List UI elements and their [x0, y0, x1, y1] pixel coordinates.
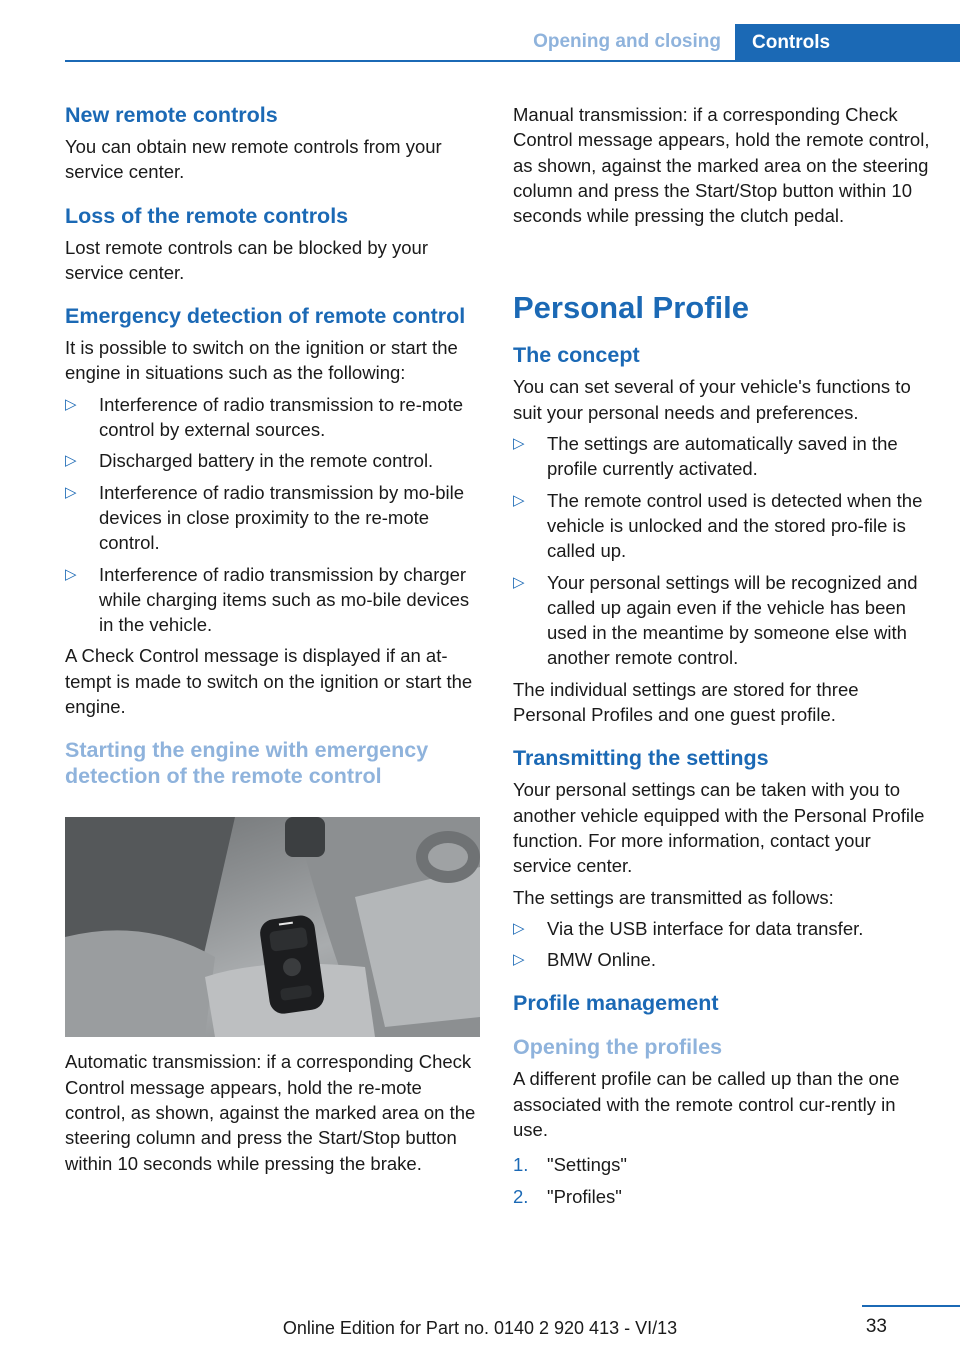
opening-profiles-heading: Opening the profiles — [513, 1035, 723, 1060]
triangle-bullet-icon: ▷ — [65, 395, 77, 413]
triangle-bullet-icon: ▷ — [513, 435, 525, 453]
emergency-intro: It is possible to switch on the ignition or start the engine in situations such as the following: — [65, 337, 458, 384]
starting-heading: Starting the engine with emergency detection of the remote control — [65, 738, 429, 789]
list-item: ▷ Discharged battery in the remote control. — [65, 448, 480, 473]
triangle-bullet-icon: ▷ — [513, 951, 525, 969]
concept-note: The individual settings are stored for three Personal Profiles and one guest profile. — [513, 678, 859, 726]
triangle-bullet-icon: ▷ — [65, 483, 77, 501]
list-item: ▷ Your personal settings will be recognized and called up again even if the vehicle has been used in the meantime by someone else with another remote control. — [513, 571, 918, 669]
list-item: 2. "Profiles" — [513, 1185, 622, 1207]
transmitting-heading: Transmitting the settings — [513, 746, 769, 771]
emergency-heading: Emergency detection of remote control — [65, 304, 466, 329]
new-remote-heading: New remote controls — [65, 103, 278, 127]
list-item: ▷ Interference of radio transmission by charger while charging items such as mo‐bile devices in the vehicle. — [65, 563, 470, 636]
list-item: ▷ BMW Online. — [513, 947, 931, 972]
transmitting-intro: The settings are transmitted as follows: — [513, 886, 834, 908]
triangle-bullet-icon: ▷ — [513, 919, 525, 937]
list-item: ▷ The settings are automatically saved in the profile currently activated. — [513, 433, 898, 480]
triangle-bullet-icon: ▷ — [513, 491, 525, 509]
new-remote-text: You can obtain new remote controls from your service center. — [65, 136, 442, 183]
loss-text: Lost remote controls can be blocked by your service center. — [65, 236, 428, 283]
list-item: 1. "Settings" — [513, 1154, 627, 1176]
header-rule — [65, 60, 960, 62]
list-item: ▷ Interference of radio transmission to re‐mote control by external sources. — [65, 393, 463, 441]
edition-footer: Online Edition for Part no. 0140 2 920 413 - VI/13 — [282, 1318, 678, 1338]
section-tab: Opening and closing — [533, 31, 721, 52]
steps-list — [513, 1152, 931, 1209]
steering-column-photo — [65, 817, 480, 1037]
concept-text: You can set several of your vehicle's functions to suit your personal needs and preferences. — [513, 376, 911, 423]
list-item: ▷ Via the USB interface for data transfer. — [513, 916, 931, 941]
management-text: A different profile can be called up than the one associated with the remote control cur‐rently in use. — [513, 1068, 900, 1141]
loss-heading: Loss of the remote controls — [65, 203, 349, 228]
transmitting-list — [513, 916, 931, 973]
footer-rule — [862, 1305, 960, 1307]
list-item: ▷ Interference of radio transmission by mo‐bile devices in close proximity to the re‐mote control. — [65, 481, 465, 554]
profile-title: Personal Profile — [513, 290, 750, 326]
triangle-bullet-icon: ▷ — [65, 452, 77, 470]
triangle-bullet-icon: ▷ — [65, 565, 77, 583]
chapter-tab: Controls — [735, 24, 960, 62]
page-number: 33 — [865, 1316, 887, 1337]
page-header — [0, 24, 960, 62]
remote-key-illustration — [65, 817, 480, 1037]
list-item: ▷ The remote control used is detected when the vehicle is unlocked and the stored pro‐file is called up. — [513, 489, 923, 562]
triangle-bullet-icon: ▷ — [513, 573, 525, 591]
transmitting-text: Your personal settings can be taken with you to another vehicle equipped with the Personal Profile function. For more information, contact your service center. — [513, 779, 925, 877]
concept-list — [513, 431, 931, 671]
emergency-list — [65, 392, 480, 638]
left-column — [65, 102, 480, 1176]
right-column — [513, 102, 931, 1215]
manual-text: Manual transmission: if a corresponding Check Control message appears, hold the remote control, as shown, against the marked area on the steering column and press the Start/Stop button within 10 seconds while pressing the clutch pedal. — [513, 104, 930, 227]
concept-heading: The concept — [513, 343, 640, 368]
automatic-caption: Automatic transmission: if a corresponding Check Control message appears, hold the re‐mote control, as shown, against the marked area on the steering column and press the Start/Stop button within 10 seconds while pressing the brake. — [65, 1051, 476, 1174]
emergency-note: A Check Control message is displayed if an at‐tempt is made to switch on the ignition or start the engine. — [65, 645, 473, 718]
management-heading: Profile management — [513, 991, 719, 1016]
